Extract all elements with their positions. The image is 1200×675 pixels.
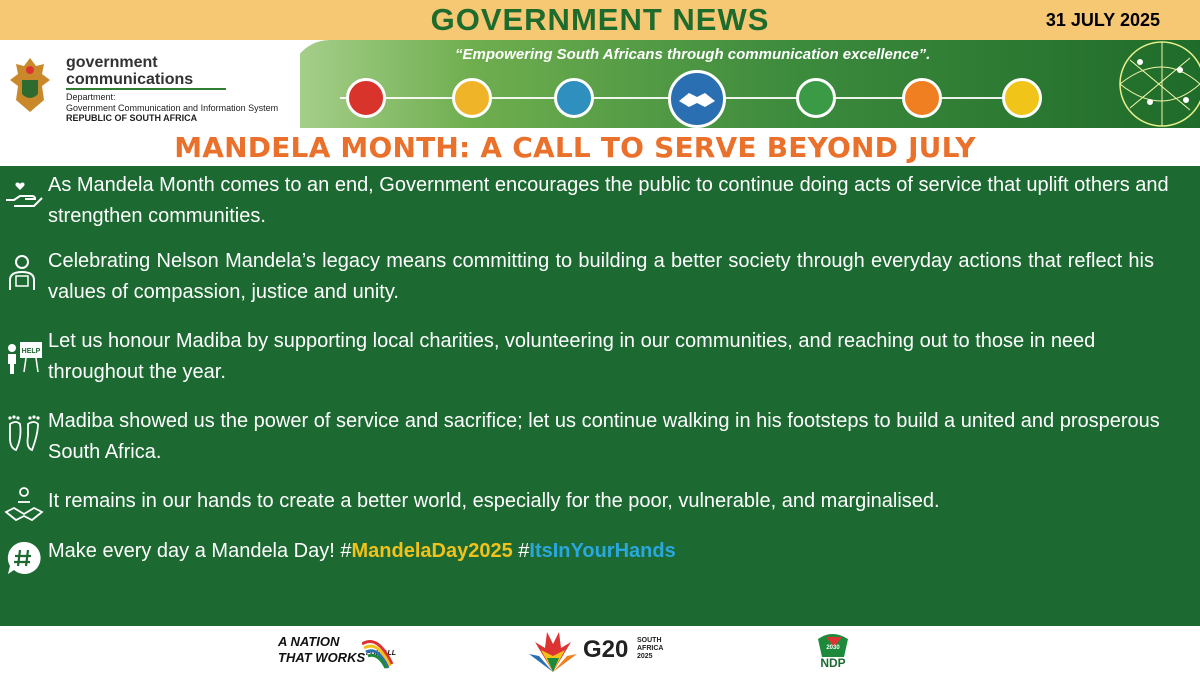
handshake-icon [668, 70, 726, 128]
help-sign-icon [4, 336, 44, 376]
chat-icon [452, 78, 492, 118]
g20-logo: G20 SOUTH AFRICA 2025 [525, 628, 675, 673]
hashtag-icon [4, 538, 44, 578]
hashtag-itsinyourhands[interactable]: ItsInYourHands [529, 540, 676, 562]
date-label: 31 JULY 2025 [1045, 10, 1160, 30]
service-icon-row [290, 70, 1200, 126]
svg-text:HELP: HELP [21, 348, 41, 355]
hashtag-mandeladay[interactable]: MandelaDay2025 [351, 540, 513, 562]
network-globe-icon [1090, 40, 1200, 128]
footprints-icon [4, 414, 44, 454]
department-text: Department: Government Communication and Information System [66, 92, 279, 113]
nation-that-works-logo: A NATION THAT WORKS FOR ALL [278, 632, 408, 672]
protea-flower-icon [525, 628, 581, 673]
newspaper-icon [796, 78, 836, 118]
rss-icon [902, 78, 942, 118]
item-text: Let us honour Madiba by supporting local charities, volunteering in our communities, and reaching out to those in need throughout the year. [48, 330, 1096, 383]
item-text: Madiba showed us the power of service and sacrifice; let us continue walking in his footsteps to build a united and prosperous South Africa. [48, 410, 1160, 463]
coat-of-arms-icon [6, 56, 54, 114]
person-icon [346, 78, 386, 118]
mobile-icon [1002, 78, 1042, 118]
headline: MANDELA MONTH: A CALL TO SERVE BEYOND JULY [174, 131, 976, 164]
volunteer-person-icon [4, 252, 44, 292]
gcis-logo [0, 40, 300, 128]
item-text: As Mandela Month comes to an end, Government encourages the public to continue doing acts of service that uplift others and strengthen communities. [48, 174, 1169, 227]
slogan-text: “Empowering South Africans through communication excellence”. [455, 46, 931, 63]
svg-text:2030: 2030 [826, 645, 840, 651]
page-title: GOVERNMENT NEWS [430, 2, 770, 37]
country-text: REPUBLIC OF SOUTH AFRICA [66, 113, 198, 123]
headline-bar [0, 128, 1200, 166]
laptop-icon [554, 78, 594, 118]
main-content [0, 166, 1200, 626]
slogan-banner [290, 40, 1200, 128]
flag-swoosh-icon [362, 634, 394, 670]
final-text: Make every day a Mandela Day! #MandelaDay2025 #ItsInYourHands [48, 540, 676, 562]
item-text: Celebrating Nelson Mandela’s legacy means committing to building a better society through everyday actions that reflect his values of compassion, justice and unity. [48, 250, 1154, 303]
gcis-name: government communications [66, 54, 194, 88]
hand-heart-icon [4, 174, 44, 214]
footer [0, 626, 1200, 675]
handshake-person-icon [4, 486, 44, 526]
top-title-bar [0, 0, 1200, 40]
header-band [0, 40, 1200, 128]
logo-divider [66, 88, 226, 90]
ndp-2030-logo [812, 631, 854, 671]
svg-text:NDP: NDP [820, 656, 846, 670]
item-text: It remains in our hands to create a better world, especially for the poor, vulnerable, and marginalised. [48, 490, 940, 512]
